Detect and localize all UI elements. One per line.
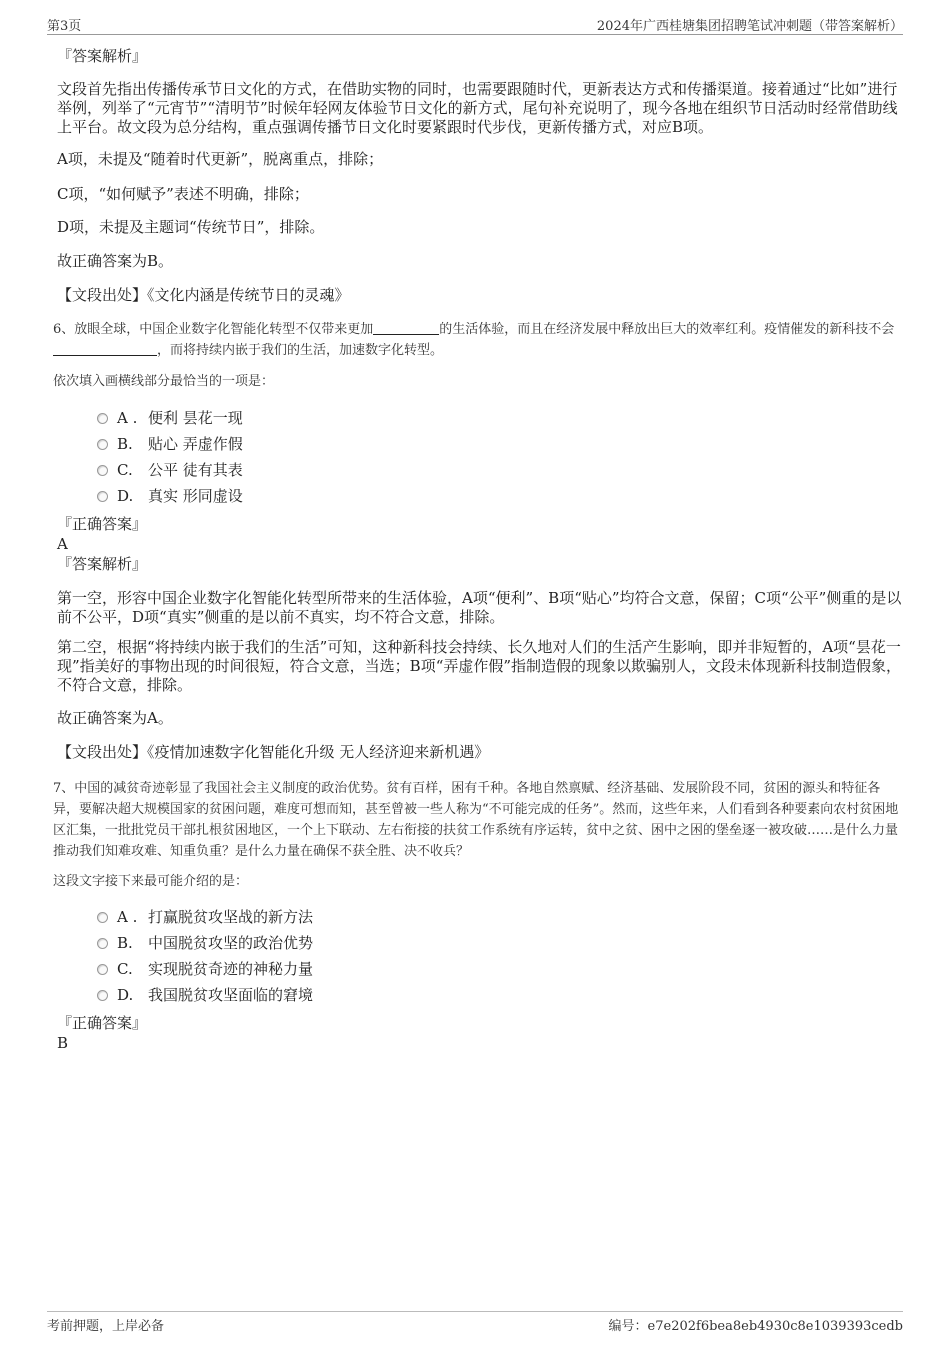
page-number: 第3页	[47, 19, 82, 34]
option-letter: B.	[117, 934, 133, 952]
document-id: 编号：e7e202f6bea8eb4930c8e1039393cedb	[608, 1319, 903, 1334]
q5-analysis-para: 文段首先指出传播传承节日文化的方式，在借助实物的同时，也需要跟随时代，更新表达方式和传播渠道。接着通过“比如”进行举例，列举了“元宵节”“清明节”时候年轻网友体验节日文化的新方式，尾句补充说明了，现今各地在组织节日活动时经常借助线上平台。故文段为总分结构，重点强调传播节日文化时要紧跟时代步伐，更新传播方式，对应B项。	[57, 80, 898, 136]
radio-icon[interactable]	[97, 964, 108, 975]
q5-analysis-title: 『答案解析』	[57, 47, 148, 65]
q6-option-d[interactable]	[97, 483, 903, 509]
radio-icon[interactable]	[97, 990, 108, 1001]
footer-slogan: 考前押题，上岸必备	[47, 1319, 165, 1334]
q7-answer-title: 『正确答案』	[57, 1014, 148, 1032]
q6-options	[97, 405, 903, 509]
q6-stem-part3: ，而将持续内嵌于我们的生活，加速数字化转型。	[157, 343, 444, 358]
q6-analysis-para-1: 第一空，形容中国企业数字化智能化转型所带来的生活体验，A项“便利”、B项“贴心”均符合文意，保留；C项“公平”侧重的是以前不公平，D项“真实”侧重的是以前不真实，均不符合文意，排除。	[57, 589, 902, 626]
q5-option-c-note: C项，“如何赋予”表述不明确，排除；	[57, 185, 309, 203]
q6-answer: A	[57, 535, 68, 553]
q5-option-d-note: D项，未提及主题词“传统节日”，排除。	[57, 218, 325, 236]
option-letter: A .	[117, 908, 138, 926]
q7-option-b[interactable]	[97, 930, 903, 956]
q6-prompt: 依次填入画横线部分最恰当的一项是：	[53, 374, 275, 389]
q6-source: 【文段出处】《疫情加速数字化智能化升级 无人经济迎来新机遇》	[57, 743, 490, 761]
q7-option-d[interactable]	[97, 982, 903, 1008]
option-text: 实现脱贫奇迹的神秘力量	[148, 960, 314, 978]
q7-prompt: 这段文字接下来最可能介绍的是：	[53, 874, 249, 889]
q6-analysis-title: 『答案解析』	[57, 555, 148, 573]
q6-option-a[interactable]	[97, 405, 903, 431]
q7-option-a[interactable]	[97, 904, 903, 930]
q6-stem-part2: 的生活体验，而且在经济发展中释放出巨大的效率红利。疫情催发的新科技不会	[439, 322, 895, 337]
option-letter: C.	[117, 461, 133, 479]
option-text: 真实 形同虚设	[148, 487, 243, 505]
q6-stem	[53, 319, 903, 361]
option-letter: A .	[117, 409, 138, 427]
q5-option-a-note: A项，未提及“随着时代更新”，脱离重点，排除；	[57, 150, 384, 168]
option-text: 中国脱贫攻坚的政治优势	[148, 934, 314, 952]
radio-icon[interactable]	[97, 491, 108, 502]
q6-analysis-para-2: 第二空，根据“将持续内嵌于我们的生活”可知，这种新科技会持续、长久地对人们的生活产生影响，即并非短暂的，A项“昙花一现”指美好的事物出现的时间很短，符合文意，当选；B项“弄虚作假”指制造假的现象以欺骗别人，文段未体现新科技制造假象，不符合文意，排除。	[57, 638, 902, 694]
radio-icon[interactable]	[97, 439, 108, 450]
radio-icon[interactable]	[97, 465, 108, 476]
q6-conclusion: 故正确答案为A。	[57, 709, 173, 727]
page-header	[47, 14, 903, 35]
radio-icon[interactable]	[97, 912, 108, 923]
q6-blank-2	[53, 343, 157, 356]
q7-stem: 7、中国的减贫奇迹彰显了我国社会主义制度的政治优势。贫有百样，困有千种。各地自然禀赋、经济基础、发展阶段不同，贫困的源头和特征各异，要解决超大规模国家的贫困问题，难度可想而知，甚至曾被一些人称为“不可能完成的任务”。然而，这些年来，人们看到各种要素向农村贫困地区汇集，一批批党员干部扎根贫困地区，一个上下联动、左右衔接的扶贫工作系统有序运转，贫中之贫、困中之困的堡垒逐一被攻破……是什么力量推动我们知难攻难、知重负重？是什么力量在确保不获全胜、决不收兵？	[53, 781, 899, 859]
page-footer	[47, 1311, 903, 1336]
option-letter: D.	[117, 986, 134, 1004]
option-letter: B.	[117, 435, 133, 453]
q7-option-c[interactable]	[97, 956, 903, 982]
option-letter: D.	[117, 487, 134, 505]
option-text: 便利 昙花一现	[148, 409, 243, 427]
q6-blank-1	[373, 322, 439, 335]
document-title: 2024年广西桂塘集团招聘笔试冲刺题（带答案解析）	[596, 19, 903, 34]
option-letter: C.	[117, 960, 133, 978]
option-text: 打赢脱贫攻坚战的新方法	[148, 908, 314, 926]
q6-answer-title: 『正确答案』	[57, 515, 148, 533]
option-text: 我国脱贫攻坚面临的窘境	[148, 986, 314, 1004]
radio-icon[interactable]	[97, 938, 108, 949]
q7-options	[97, 904, 903, 1008]
option-text: 贴心 弄虚作假	[148, 435, 243, 453]
radio-icon[interactable]	[97, 413, 108, 424]
option-text: 公平 徒有其表	[148, 461, 243, 479]
q5-source: 【文段出处】《文化内涵是传统节日的灵魂》	[57, 286, 350, 304]
q6-option-b[interactable]	[97, 431, 903, 457]
q6-option-c[interactable]	[97, 457, 903, 483]
q7-answer: B	[57, 1034, 69, 1052]
q5-conclusion: 故正确答案为B。	[57, 252, 174, 270]
q6-stem-part1: 6、放眼全球，中国企业数字化智能化转型不仅带来更加	[53, 322, 374, 337]
